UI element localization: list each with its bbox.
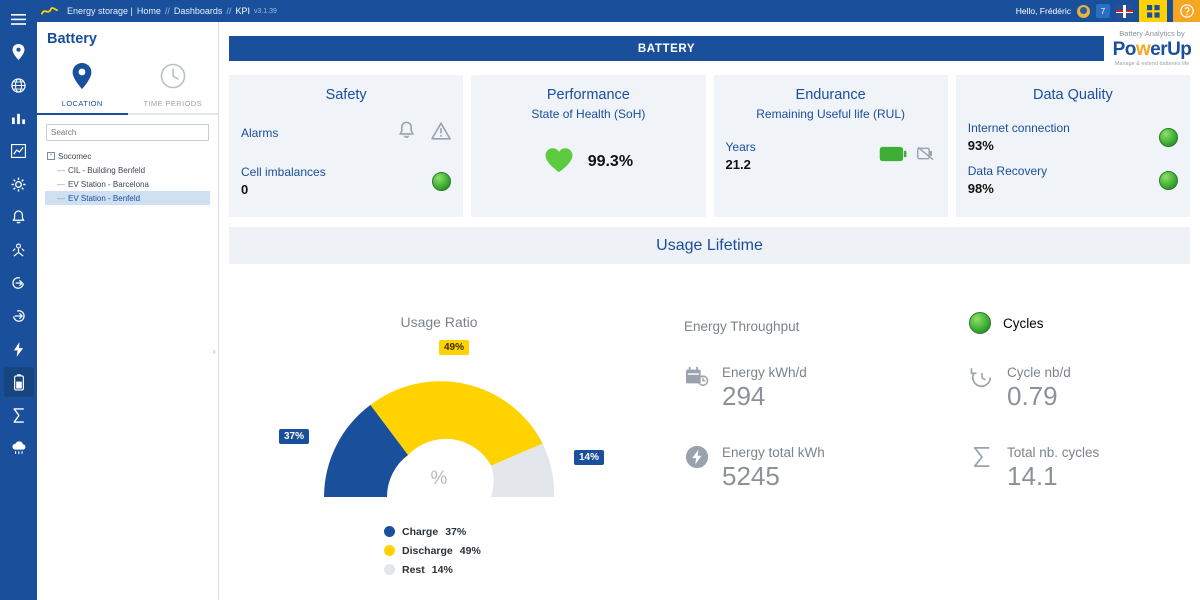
help-icon[interactable] xyxy=(1173,0,1200,22)
legend-value: 49% xyxy=(459,544,481,557)
legend-color-swatch xyxy=(384,526,395,537)
tree-branch-icon: — xyxy=(57,179,65,189)
panel-title: Battery xyxy=(47,31,97,47)
tab-time-periods[interactable] xyxy=(128,53,219,115)
location-pin-icon xyxy=(71,53,93,99)
legend-label: Rest xyxy=(402,563,425,576)
metric-value: 0.79 xyxy=(1007,381,1058,411)
gauge-tag-discharge: 49% xyxy=(439,340,469,355)
legend-label: Discharge xyxy=(402,544,453,557)
tree-branch-icon: — xyxy=(57,165,65,175)
breadcrumb-dashboards[interactable]: Dashboards xyxy=(173,6,223,16)
left-panel xyxy=(37,22,219,600)
brand-logo-pre: Po xyxy=(1112,39,1136,60)
metric-cycle-nb-d xyxy=(969,364,1071,412)
bolt-circle-icon xyxy=(684,444,710,470)
green-led-icon xyxy=(432,172,451,191)
green-led-icon xyxy=(1159,171,1178,190)
brand-tagline: Battery Analytics by xyxy=(1119,29,1185,38)
usage-lifetime-body xyxy=(229,264,1190,594)
search-input[interactable] xyxy=(46,124,209,141)
brand-subtitle: Manage & extend batteries life xyxy=(1114,61,1190,67)
row-label: Cell imbalances xyxy=(241,165,326,179)
main-content xyxy=(219,22,1200,600)
panel-collapse-chevron-left-icon[interactable]: ‹ xyxy=(213,346,216,356)
row-label: Internet connection xyxy=(967,121,1070,135)
bell-icon[interactable] xyxy=(4,202,34,232)
globe-icon[interactable] xyxy=(4,70,34,100)
breadcrumb-sep-1: // xyxy=(164,6,170,16)
tab-location[interactable] xyxy=(37,53,128,115)
card-safety xyxy=(229,75,463,217)
greeting-label: Hello, Frédéric xyxy=(1015,6,1071,16)
gauge-tag-rest: 14% xyxy=(574,450,604,465)
card-performance xyxy=(471,75,705,217)
breadcrumb-sep-2: // xyxy=(226,6,232,16)
card-endurance xyxy=(714,75,948,217)
metric-energy-kwh-d xyxy=(684,364,807,412)
card-row-soh xyxy=(483,146,693,178)
gauge-legend xyxy=(384,522,481,579)
row-label: Years xyxy=(725,140,756,154)
tree-node-ev-station-benfeld[interactable] xyxy=(45,191,210,205)
row-label: Alarms xyxy=(241,126,279,140)
notifications-badge[interactable]: 7 xyxy=(1096,4,1110,18)
legend-item-discharge xyxy=(384,541,481,560)
socomec-logo-icon[interactable] xyxy=(37,0,63,22)
tree-branch-icon: — xyxy=(57,193,65,203)
metric-label: Energy kWh/d xyxy=(722,365,807,380)
cycles-label: Cycles xyxy=(1003,315,1044,331)
metric-label: Energy total kWh xyxy=(722,445,825,460)
breadcrumb-app: Energy storage | xyxy=(67,6,133,16)
powerup-logo xyxy=(1104,39,1200,61)
legend-item-rest xyxy=(384,560,481,579)
tab-location-label: LOCATION xyxy=(61,99,103,108)
battery-icon xyxy=(879,146,907,167)
sigma-icon xyxy=(969,444,995,470)
card-data-quality xyxy=(956,75,1190,217)
topbar-actions xyxy=(1016,0,1200,22)
tree-expander-icon[interactable]: - xyxy=(47,152,55,160)
card-row-internet xyxy=(968,121,1178,153)
legend-item-charge xyxy=(384,522,481,541)
row-value: 98% xyxy=(967,181,994,196)
hamburger-menu-icon[interactable] xyxy=(4,4,34,34)
arrow-in-icon[interactable] xyxy=(4,268,34,298)
cloud-rain-icon[interactable] xyxy=(4,433,34,463)
brand-logo-post: erUp xyxy=(1150,39,1192,60)
usage-lifetime-header: Usage Lifetime xyxy=(229,227,1190,264)
chart-line-icon[interactable] xyxy=(4,136,34,166)
tab-time-periods-label: TIME PERIODS xyxy=(143,99,203,108)
uk-flag-icon[interactable] xyxy=(1116,5,1133,18)
card-row-cell-imbalances xyxy=(241,165,451,197)
clock-icon xyxy=(160,53,186,99)
sigma-icon[interactable] xyxy=(4,400,34,430)
energy-day-icon xyxy=(684,364,710,390)
chart-bars-icon[interactable] xyxy=(4,103,34,133)
lightning-icon[interactable] xyxy=(4,334,34,364)
location-tree xyxy=(37,149,218,205)
warning-triangle-icon xyxy=(431,122,451,145)
tree-node-label: EV Station - Barcelona xyxy=(68,179,149,189)
alert-people-icon[interactable] xyxy=(4,235,34,265)
metric-value: 14.1 xyxy=(1007,461,1058,491)
tree-node-label: EV Station - Benfeld xyxy=(68,193,141,203)
topbar xyxy=(37,0,1200,22)
breadcrumb-kpi[interactable]: KPI xyxy=(235,6,250,16)
row-value: 21.2 xyxy=(725,157,751,172)
arrow-out-icon[interactable] xyxy=(4,301,34,331)
card-title: Safety xyxy=(325,87,367,103)
tree-node-cil-building-benfeld[interactable] xyxy=(45,163,218,177)
green-led-icon xyxy=(969,312,991,334)
location-pin-icon[interactable] xyxy=(4,37,34,67)
brand-logo-w: w xyxy=(1135,39,1151,60)
card-subtitle: Remaining Useful life (RUL) xyxy=(756,107,905,121)
metric-energy-total-kwh xyxy=(684,444,825,492)
kpi-cards xyxy=(229,75,1190,217)
row-label: Data Recovery xyxy=(967,164,1048,178)
green-led-icon xyxy=(1159,128,1178,147)
card-row-alarms xyxy=(241,121,451,145)
card-row-years xyxy=(726,140,936,172)
settings-gear-icon[interactable] xyxy=(4,169,34,199)
bell-icon xyxy=(398,121,415,145)
legend-value: 14% xyxy=(431,563,453,576)
cycle-clock-icon xyxy=(969,364,995,390)
energy-throughput-label: Energy Throughput xyxy=(684,319,800,334)
breadcrumb-home[interactable]: Home xyxy=(136,6,161,16)
legend-color-swatch xyxy=(384,545,395,556)
legend-value: 37% xyxy=(445,525,467,538)
legend-label: Charge xyxy=(402,525,439,538)
metric-label: Total nb. cycles xyxy=(1007,445,1100,460)
metric-value: 294 xyxy=(722,381,766,411)
card-subtitle: State of Health (SoH) xyxy=(531,107,646,121)
svg-text:%: % xyxy=(430,468,448,489)
breadcrumb xyxy=(63,6,277,16)
metric-label: Cycle nb/d xyxy=(1007,365,1071,380)
grid-icon[interactable] xyxy=(1139,0,1167,22)
metric-total-nb-cycles xyxy=(969,444,1099,492)
battery-cross-icon xyxy=(917,145,936,167)
row-value: 0 xyxy=(241,182,249,197)
legend-color-swatch xyxy=(384,564,395,575)
metric-value: 5245 xyxy=(722,461,780,491)
icon-rail xyxy=(0,0,37,600)
gauge-title: Usage Ratio xyxy=(400,314,478,330)
card-title: Performance xyxy=(546,87,630,103)
row-value: 93% xyxy=(967,138,994,153)
usage-ratio-gauge xyxy=(304,362,574,512)
tree-node-ev-station-barcelona[interactable] xyxy=(45,177,218,191)
battery-icon[interactable] xyxy=(4,367,34,397)
avatar[interactable] xyxy=(1077,5,1090,18)
tree-node-label: Socomec xyxy=(58,151,92,161)
tree-node-label: CIL - Building Benfeld xyxy=(68,165,146,175)
page-title: BATTERY xyxy=(229,36,1104,61)
brand-block xyxy=(1104,28,1200,67)
green-heart-icon xyxy=(544,146,574,178)
version-label: v3.1.39 xyxy=(253,7,277,15)
card-row-data-recovery xyxy=(968,164,1178,196)
card-title: Data Quality xyxy=(1032,87,1113,103)
tree-node-root[interactable] xyxy=(45,149,218,163)
soh-value: 99.3% xyxy=(587,153,634,170)
card-title: Endurance xyxy=(795,87,866,103)
gauge-tag-charge: 37% xyxy=(279,429,309,444)
panel-tabs xyxy=(37,53,218,115)
cycles-header xyxy=(969,312,1044,334)
